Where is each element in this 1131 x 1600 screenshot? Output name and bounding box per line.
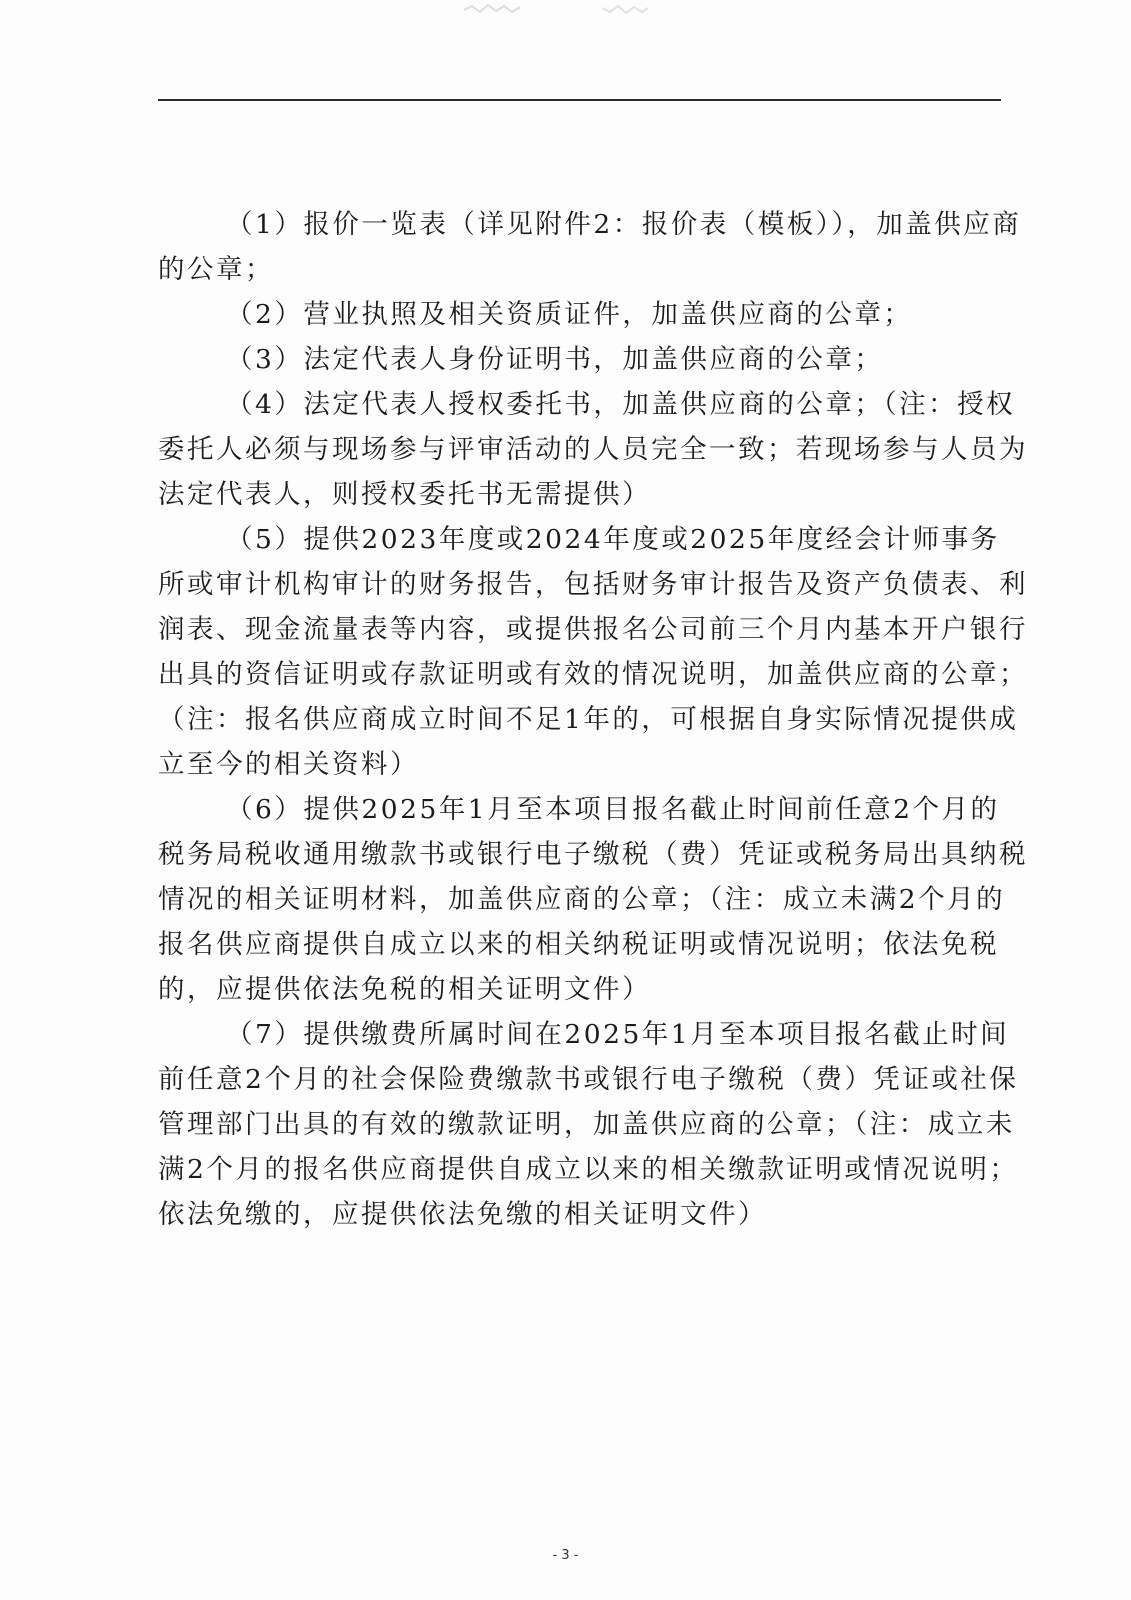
scan-mark-left xyxy=(462,0,522,20)
document-body xyxy=(158,202,1028,1237)
paragraph-item-3: （3）法定代表人身份证明书，加盖供应商的公章； xyxy=(226,344,884,375)
paragraph-item-2: （2）营业执照及相关资质证件，加盖供应商的公章； xyxy=(226,299,913,330)
scan-mark-right xyxy=(600,0,650,20)
paragraph-item-5: （5）提供2023年度或2024年度或2025年度经会计师事务所或审计机构审计的财务报告，包括财务审计报告及资产负债表、利润表、现金流量表等内容，或提供报名公司前三个月内基本开户银行出具的资信证明或存款证明或有效的情况说明，加盖供应商的公章；（注：报名供应商成立时间不足1年的，可根据自身实际情况提供成立至今的相关资料） xyxy=(158,524,1028,780)
paragraph-item-1: （1）报价一览表（详见附件2：报价表（模板）），加盖供应商的公章； xyxy=(158,209,1022,285)
page-number: - 3 - xyxy=(552,1548,579,1563)
header-rule xyxy=(158,99,1001,101)
paragraph-item-6: （6）提供2025年1月至本项目报名截止时间前任意2个月的税务局税收通用缴款书或银行电子缴税（费）凭证或税务局出具纳税情况的相关证明材料，加盖供应商的公章；（注：成立未满2个月的报名供应商提供自成立以来的相关纳税证明或情况说明；依法免税的，应提供依法免税的相关证明文件） xyxy=(158,794,1028,1005)
paragraph-item-7: （7）提供缴费所属时间在2025年1月至本项目报名截止时间前任意2个月的社会保险费缴款书或银行电子缴税（费）凭证或社保管理部门出具的有效的缴款证明，加盖供应商的公章；（注：成立未满2个月的报名供应商提供自成立以来的相关缴款证明或情况说明；依法免缴的，应提供依法免缴的相关证明文件） xyxy=(158,1019,1019,1230)
paragraph-item-4: （4）法定代表人授权委托书，加盖供应商的公章；（注：授权委托人必须与现场参与评审活动的人员完全一致；若现场参与人员为法定代表人，则授权委托书无需提供） xyxy=(158,389,1028,510)
